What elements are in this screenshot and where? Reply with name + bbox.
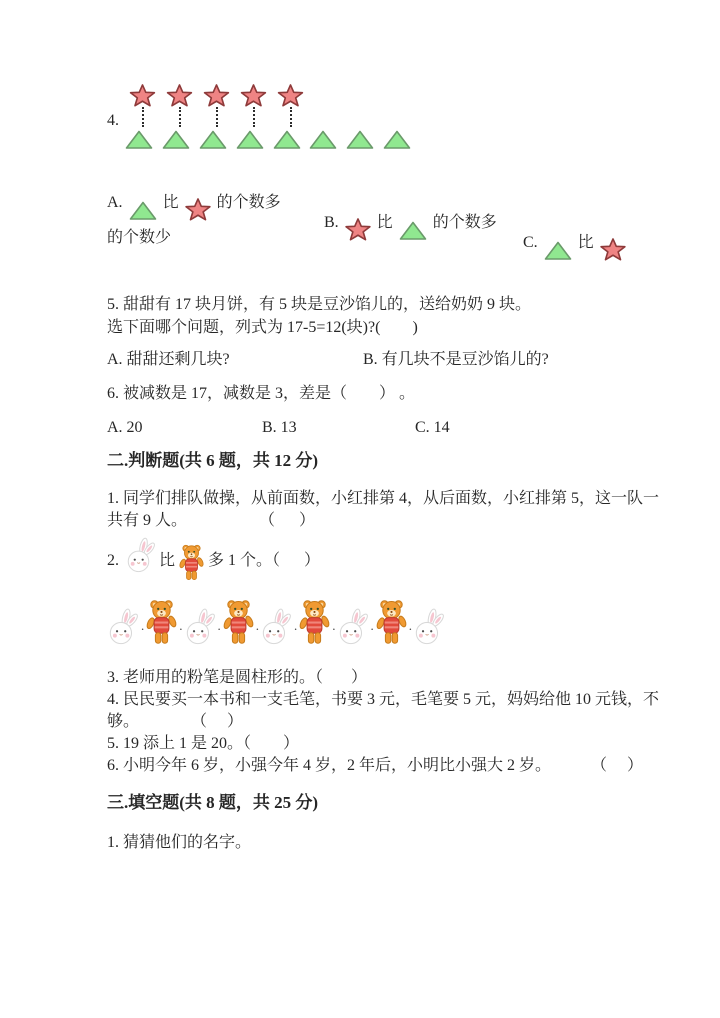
option-b-suffix: 的个数多 [432,214,497,231]
option-b-label: B. [324,214,339,231]
green-triangle-icon [195,129,232,150]
green-triangle-icon [268,129,305,150]
white-rabbit-icon [184,608,217,646]
question-4-number: 4. [107,112,119,129]
green-triangle-icon [544,240,572,261]
figure-separator-dot: . [370,618,374,633]
red-star-icon [272,84,309,107]
option-a-label: A. [107,194,123,211]
option-a [107,193,281,221]
option-b [324,213,497,241]
question-6-text: 6. 被减数是 17，减数是 3，差是（ ） 。 [107,385,416,402]
judge-q1-line2: 共有 9 人。 （ ） [107,512,316,529]
red-star-icon [345,218,371,241]
green-triangle-icon [129,200,157,221]
green-triangle-icon [379,129,416,150]
judge-q2-suffix: 多 1 个。（ ） [208,552,321,569]
section-2-title: 二.判断题(共 6 题，共 12 分) [107,451,319,470]
question-5-option-a: A. 甜甜还剩几块? [107,351,230,368]
judge-q2 [107,537,320,581]
option-c-label: C. [523,234,538,251]
question-5-option-b: B. 有几块不是豆沙馅儿的? [363,351,549,368]
green-triangle-icon [342,129,379,150]
white-rabbit-icon [126,537,156,574]
judge-q1-line1: 1. 同学们排队做操，从前面数，小红排第 4，从后面数，小红排第 5，这一队一 [107,490,660,507]
judge-q2-number: 2. [107,552,123,569]
section-3-title: 三.填空题(共 8 题，共 25 分) [107,793,319,812]
dotted-connector [272,107,309,127]
connector-row [124,107,309,127]
red-star-icon [600,238,626,261]
orange-teddy-bear-icon [375,597,408,646]
figure-separator-dot: . [294,618,298,633]
red-star-icon [185,198,211,221]
white-rabbit-icon [107,608,140,646]
triangle-row [121,129,415,150]
figure-separator-dot: . [141,618,145,633]
white-rabbit-icon [260,608,293,646]
dotted-connector [198,107,235,127]
green-triangle-icon [399,220,427,241]
fill-q1: 1. 猜猜他们的名字。 [107,834,252,851]
figure-separator-dot: . [332,618,336,633]
question-4-figure [107,84,437,154]
white-rabbit-icon [337,608,370,646]
judge-q5: 5. 19 添上 1 是 20。（ ） [107,735,300,752]
orange-teddy-bear-icon [145,597,178,646]
dotted-connector [235,107,272,127]
orange-teddy-bear-icon [298,597,331,646]
question-6-option-b: B. 13 [262,419,297,436]
red-star-icon [161,84,198,107]
question-6-option-a: A. 20 [107,419,143,436]
judge-q2-text: 比 [159,552,176,569]
green-triangle-icon [121,129,158,150]
red-star-icon [124,84,161,107]
red-star-icon [198,84,235,107]
orange-teddy-bear-icon [222,597,255,646]
option-c-text: 比 [577,234,594,251]
dotted-connector [161,107,198,127]
dotted-connector [124,107,161,127]
green-triangle-icon [158,129,195,150]
green-triangle-icon [231,129,268,150]
judge-q4-line1: 4. 民民要买一本书和一支毛笔，书要 3 元，毛笔要 5 元，妈妈给他 10 元钱，不 [107,691,660,708]
star-row [124,84,309,107]
option-c-continuation: 的个数少 [107,229,172,246]
figure-separator-dot: . [179,618,183,633]
white-rabbit-icon [413,608,446,646]
option-c [523,233,632,261]
rabbit-bear-figure-row [107,584,446,646]
red-star-icon [235,84,272,107]
question-5-line2: 选下面哪个问题，列式为 17-5=12(块)?( ) [107,319,418,336]
option-b-text: 比 [376,214,393,231]
figure-separator-dot: . [408,618,412,633]
green-triangle-icon [305,129,342,150]
option-a-text: 比 [162,194,179,211]
option-a-suffix: 的个数多 [216,194,281,211]
judge-q4-line2: 够。 （ ） [107,713,244,730]
figure-separator-dot: . [217,618,221,633]
figure-separator-dot: . [255,618,259,633]
judge-q3: 3. 老师用的粉笔是圆柱形的。（ ） [107,669,368,686]
judge-q6: 6. 小明今年 6 岁，小强今年 4 岁，2 年后，小明比小强大 2 岁。 （ ） [107,757,644,774]
question-5-line1: 5. 甜甜有 17 块月饼，有 5 块是豆沙馅儿的，送给奶奶 9 块。 [107,296,532,313]
question-6-option-c: C. 14 [415,419,450,436]
orange-teddy-bear-icon [178,543,205,581]
